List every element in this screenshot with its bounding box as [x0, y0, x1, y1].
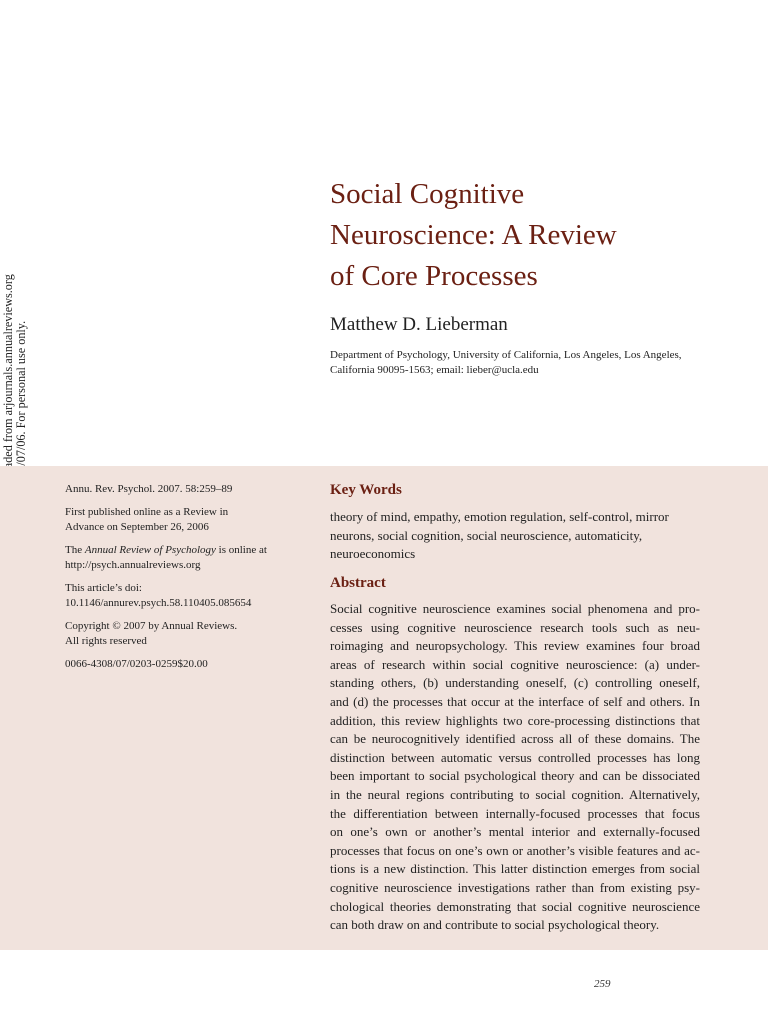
- keywords-line: theory of mind, empathy, emotion regulation, self-control, mirror: [330, 509, 669, 524]
- author-name: Matthew D. Lieberman: [330, 314, 508, 335]
- first-published: [65, 505, 295, 535]
- online-line: [65, 543, 295, 558]
- issn: 0066-4308/07/0203-0259$20.00: [65, 658, 208, 670]
- title-line: Neuroscience: A Review: [330, 219, 617, 251]
- journal-name: Annual Review of Psychology: [84, 544, 216, 556]
- author-affiliation: [330, 348, 750, 378]
- affiliation-line: Department of Psychology, University of California, Los Angeles, Los Angeles,: [330, 349, 682, 361]
- abstract-line: in the neural regions contributing to social cognition. Alternatively,: [330, 786, 700, 802]
- page-number: 259: [594, 978, 611, 990]
- article-title: [330, 174, 730, 297]
- abstract-line: chological theories demonstrating that social cognitive neuroscience: [330, 898, 700, 914]
- abstract-line: addition, this review highlights two core-processing distinctions that: [330, 712, 700, 728]
- first-published-line: Advance on September 26, 2006: [65, 521, 209, 533]
- doi-block: [65, 581, 295, 611]
- abstract-text: [330, 600, 700, 935]
- abstract-line: distinction between automatic versus controlled processes has long: [330, 749, 700, 765]
- citation: Annu. Rev. Psychol. 2007. 58:259–89: [65, 483, 233, 495]
- copyright: Copyright © 2007 by Annual Reviews.: [65, 620, 238, 632]
- publication-info: [65, 482, 295, 680]
- abstract-line: roimaging and neuropsychology. This review examines four broad: [330, 638, 700, 654]
- title-line: of Core Processes: [330, 260, 538, 292]
- abstract-line: cognitive neuroscience investigations rather than from existing psy-: [330, 879, 700, 895]
- rights: All rights reserved: [65, 635, 147, 647]
- copyright-block: [65, 619, 295, 649]
- abstract-line: cesses using cognitive neuroscience research tools such as neu-: [330, 619, 700, 635]
- abstract-line: tions is a new distinction. This latter distinction emerges from social: [330, 861, 700, 877]
- abstract-heading: Abstract: [330, 575, 386, 591]
- online-availability: [65, 543, 295, 573]
- abstract-line: processes that focus on one’s own or another’s visible features and ac-: [330, 842, 700, 858]
- title-line: Social Cognitive: [330, 178, 525, 210]
- keywords-list: [330, 508, 710, 564]
- online-suffix: is online at: [215, 544, 267, 556]
- abstract-line: the differentiation between internally-focused processes that focus: [330, 805, 700, 821]
- abstract-line: can both draw on and contribute to social psychological theory.: [330, 917, 660, 933]
- online-url[interactable]: http://psych.annualreviews.org: [65, 559, 201, 571]
- doi-label: This article’s doi:: [65, 582, 142, 594]
- abstract-line: Social cognitive neuroscience examines social phenomena and pro-: [330, 601, 700, 616]
- abstract-line: on one’s own or another’s mental interior and externally-focused: [330, 824, 700, 840]
- abstract-line: areas of research within social cognitive neuroscience: (a) under-: [330, 656, 700, 672]
- keywords-line: neurons, social cognition, social neuroscience, automaticity,: [330, 527, 643, 543]
- keywords-heading: Key Words: [330, 482, 402, 498]
- doi-value[interactable]: 10.1146/annurev.psych.58.110405.085654: [65, 597, 252, 609]
- online-prefix: The: [65, 544, 85, 556]
- first-published-line: First published online as a Review in: [65, 506, 229, 518]
- abstract-line: been important to social psychological theory and can be dissociated: [330, 768, 700, 784]
- keywords-line: neuroeconomics: [330, 546, 416, 561]
- abstract-line: can be neurocognitively identified across all of these domains. The: [330, 731, 700, 747]
- abstract-line: and (d) the processes that occur at the interface of self and others. In: [330, 693, 700, 709]
- affiliation-line: California 90095-1563; email: lieber@ucla.edu: [330, 364, 539, 376]
- abstract-line: standing others, (b) understanding oneself, (c) controlling oneself,: [330, 675, 700, 691]
